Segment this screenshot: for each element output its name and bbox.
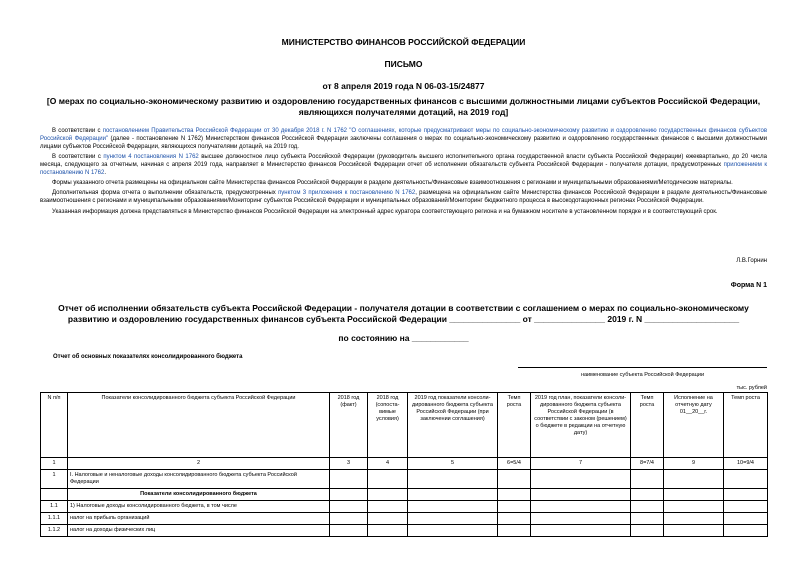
paragraph-4 — [40, 190, 767, 206]
paragraph-1 — [40, 128, 767, 151]
text-span: , размещена на официальном сайте Министерства финансов Российской Федерации в разделе деятельность/Финансовые взаимоотношения с регионами и муниципальными образованиями/Мониторинг субъектов Российской Федерации и муниципальных образований/Мониторинг бюджетного процесса в высокодотационных регионах Российской Федерации. — [40, 190, 767, 205]
table-cell — [408, 470, 498, 489]
table-cell — [724, 470, 768, 489]
table-cell — [531, 501, 631, 513]
table-cell — [408, 489, 498, 501]
column-header: 2018 год (факт) — [330, 393, 368, 458]
row-label: Показатели консолидированного бюджета — [68, 489, 330, 501]
table-cell — [631, 501, 664, 513]
table-cell — [631, 513, 664, 525]
paragraph-2 — [40, 154, 767, 177]
document-subject: [О мерах по социально-экономическому развитию и оздоровлению государственных финансов с высшими должностными лицами субъектов Российской Федерации, являющихся получателями дотаций, на 2019 год] — [46, 96, 761, 117]
table-cell — [408, 513, 498, 525]
document-type: ПИСЬМО — [384, 59, 423, 69]
ministry-heading: МИНИСТЕРСТВО ФИНАНСОВ РОССИЙСКОЙ ФЕДЕРАЦИИ — [281, 37, 526, 47]
table-row — [41, 489, 768, 501]
clause-4-link[interactable]: пунктом 4 постановления N 1762 — [103, 153, 199, 160]
region-name-caption: наименование субъекта Российской Федерации — [580, 372, 705, 378]
column-number: 8=7/4 — [631, 458, 664, 470]
text-span: (далее - постановление N 1762) Министерством финансов Российской Федерации заключены соглашения о мерах по социально-экономическому развитию и оздоровлению государственных финансов с высшими должностными лицами субъектов Российской Федерации, являющихся получателями дотаций, на 2019 год. — [40, 135, 767, 150]
column-number-row — [41, 458, 768, 470]
table-cell — [724, 525, 768, 537]
table-cell — [368, 513, 408, 525]
as-of-date: по состоянию на ____________ — [338, 333, 469, 343]
row-label: налог на прибыль организаций — [68, 513, 330, 525]
table-cell — [724, 513, 768, 525]
table-row — [41, 501, 768, 513]
unit-label: тыс. рублей — [736, 385, 767, 391]
paragraph-5: Указанная информация должна представляться в Министерство финансов Российской Федерации на электронный адрес куратора соответствующего региона и на бумажном носителе в установленном порядке и в соответствующий срок. — [52, 208, 718, 215]
table-cell — [664, 525, 724, 537]
table-cell — [330, 470, 368, 489]
row-number — [41, 489, 68, 501]
column-number: 10=9/4 — [724, 458, 768, 470]
table-cell — [531, 525, 631, 537]
table-cell — [724, 489, 768, 501]
table-cell — [330, 525, 368, 537]
indicators-table — [40, 392, 768, 537]
column-number: 9 — [664, 458, 724, 470]
table-cell — [531, 513, 631, 525]
table-cell — [330, 513, 368, 525]
text-span: В соответствии с — [52, 153, 104, 160]
table-cell — [498, 525, 531, 537]
column-number: 1 — [41, 458, 68, 470]
row-number: 1.1.2 — [41, 525, 68, 537]
column-header: 2019 год показатели консоли-дированного бюджета субъекта Российской Федерации (при заключении соглашения) — [408, 393, 498, 458]
table-cell — [498, 501, 531, 513]
letter-body — [40, 128, 767, 219]
column-header: Темп роста — [724, 393, 768, 458]
table-row — [41, 525, 768, 537]
table-cell — [631, 489, 664, 501]
table-row — [41, 470, 768, 489]
appendix-clause-3-link[interactable]: пунктом 3 приложения к постановлению N 1762 — [278, 190, 416, 197]
text-span: высшее должностное лицо субъекта Российской Федерации (руководитель высшего исполнительного органа государственной власти субъекта Российской Федерации) ежеквартально, до 20 числа месяца, следующего за отчетным, начиная с апреля 2019 года, направляет в Министерство финансов Российской Федерации отчет об исполнении обязательств субъекта Российской Федерации - получателя дотации, предусмотренных — [40, 153, 768, 168]
row-label: налог на доходы физических лиц — [68, 525, 330, 537]
paragraph-3: Формы указанного отчета размещены на официальном сайте Министерства финансов Российской Федерации в разделе деятельность/Финансовые взаимоотношения с регионами и муниципальными образованиями/Методические материалы. — [52, 179, 733, 186]
table-cell — [408, 525, 498, 537]
column-number: 7 — [531, 458, 631, 470]
column-header: N п/п — [41, 393, 68, 458]
table-row — [41, 513, 768, 525]
signer-name: Л.В.Горнин — [736, 258, 767, 264]
table-cell — [330, 489, 368, 501]
form-number: Форма N 1 — [730, 282, 767, 289]
column-number: 4 — [368, 458, 408, 470]
table-cell — [724, 501, 768, 513]
region-name-line — [518, 367, 767, 368]
column-header: Исполнение на отчетную дату 01__20__г. — [664, 393, 724, 458]
resolution-1762-link[interactable]: постановлением Правительства Российской Федерации от 30 декабря 2018 г. N 1762 "О соглашениях, которые предусматривают меры по социально-экономическому развитию и оздоровлению государственных финансов субъектов Российской Федерации" — [40, 128, 768, 142]
table-cell — [368, 489, 408, 501]
row-number: 1 — [41, 470, 68, 489]
table-cell — [408, 501, 498, 513]
row-number: 1.1 — [41, 501, 68, 513]
table-cell — [498, 470, 531, 489]
table-cell — [498, 513, 531, 525]
table-cell — [330, 501, 368, 513]
column-header: Темп роста — [631, 393, 664, 458]
appendix-link[interactable]: приложением к постановлению N 1762 — [40, 161, 768, 176]
report-subtitle: Отчет об основных показателях консолидированного бюджета — [53, 354, 243, 360]
table-cell — [664, 501, 724, 513]
column-header: 2018 год (сопоста-вимые условия) — [368, 393, 408, 458]
document-date-number: от 8 апреля 2019 года N 06-03-15/24877 — [322, 81, 485, 91]
column-number: 3 — [330, 458, 368, 470]
column-header: Показатели консолидированного бюджета субъекта Российской Федерации — [68, 393, 330, 458]
table-cell — [664, 513, 724, 525]
table-cell — [368, 525, 408, 537]
table-cell — [631, 525, 664, 537]
column-header: 2019 год план, показатели консоли-дированного бюджета субъекта Российской Федерации (в соответствии с законом (решением) о бюджете в редакции на отчетную дату) — [531, 393, 631, 458]
table-cell — [368, 501, 408, 513]
text-span: Дополнительная форма отчета о выполнении обязательств, предусмотренных — [52, 190, 279, 197]
table-cell — [368, 470, 408, 489]
report-title: Отчет об исполнении обязательств субъекта Российской Федерации - получателя дотации в соответствии с соглашением о мерах по социально-экономическому развитию и оздоровлению государственных финансов субъекта Российской Федерации _______________ от _______________ 2019 г. N ____________________ — [58, 303, 749, 324]
column-header: Темп роста — [498, 393, 531, 458]
column-number: 6=5/4 — [498, 458, 531, 470]
table-cell — [664, 470, 724, 489]
row-label: 1) Налоговые доходы консолидированного бюджета, в том числе — [68, 501, 330, 513]
column-number: 5 — [408, 458, 498, 470]
table-cell — [664, 489, 724, 501]
table-cell — [531, 489, 631, 501]
text-span: . — [104, 169, 106, 176]
row-label: I. Налоговые и неналоговые доходы консолидированного бюджета субъекта Российской Федерации — [68, 470, 330, 489]
row-number: 1.1.1 — [41, 513, 68, 525]
table-header-row — [41, 393, 768, 458]
text-span: В соответствии с — [52, 128, 103, 134]
table-cell — [531, 470, 631, 489]
table-cell — [498, 489, 531, 501]
table-cell — [631, 470, 664, 489]
column-number: 2 — [68, 458, 330, 470]
